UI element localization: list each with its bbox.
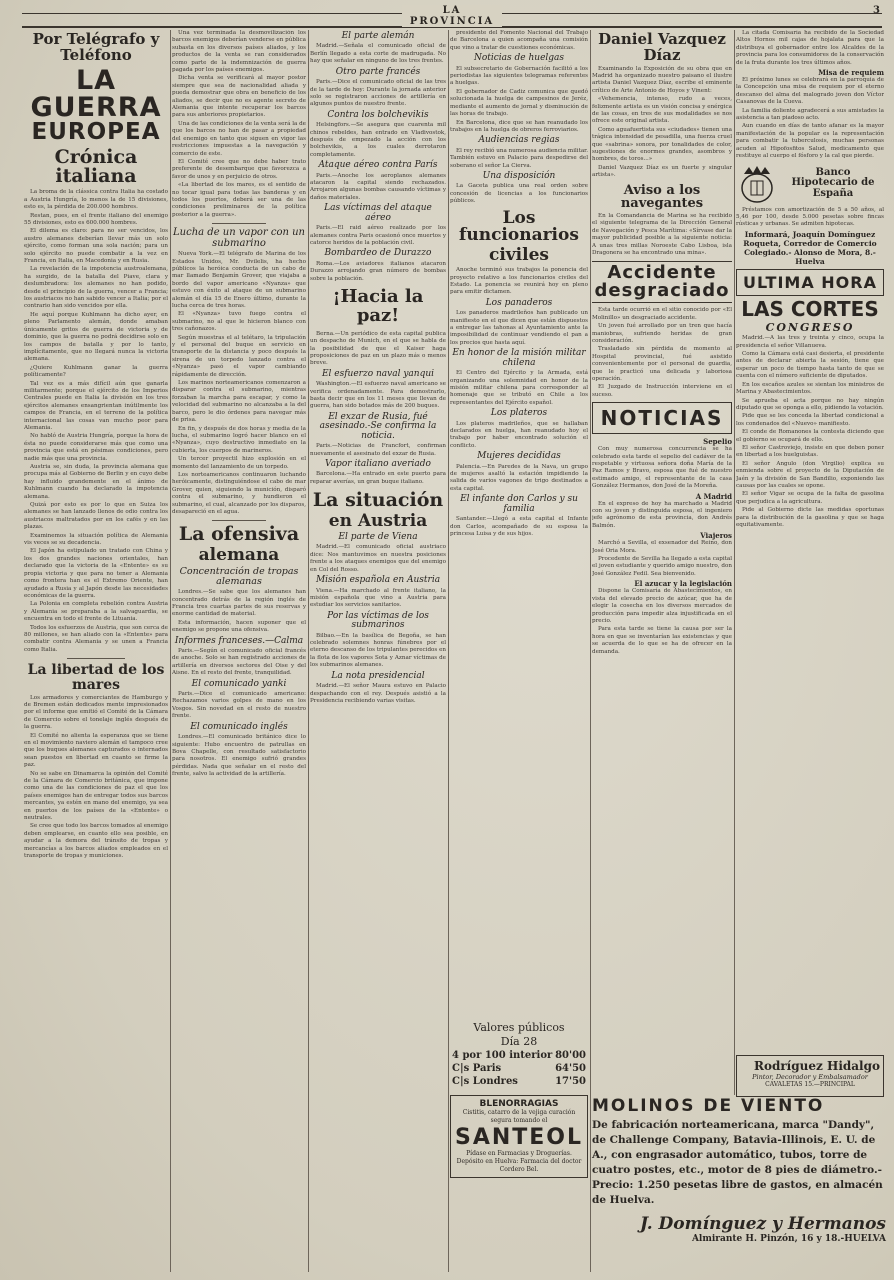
column-rule bbox=[734, 30, 735, 1095]
article-text: Madrid.—A las tres y treinta y cinco, ocupa la presidencia el señor Villanueva. bbox=[736, 335, 884, 349]
subhead: El parte de Viena bbox=[338, 532, 418, 543]
headline-ofensiva-2: alemana bbox=[198, 545, 280, 566]
article-text: Viena.—Ha marchado al frente italiano, la misión española que vino a Austria para estudiar los servicios sanitarios. bbox=[310, 587, 446, 609]
molinos-title: MOLINOS DE VIENTO bbox=[592, 1096, 825, 1116]
rodriguez-address: CAVALETAS 15.—PRINCIPAL bbox=[765, 1081, 855, 1088]
subhead: El azucar y la legislación bbox=[634, 579, 732, 589]
article-text: Roma.—Los aviadores italianos atacaron Durazzo arrojando gran número de bombas sobre la población. bbox=[310, 260, 446, 282]
article-text: Londres.—Se sabe que los alemanes han concentrado detrás de la región inglés de Francia tres cuartas partes de sus reservas y enorme cantidad de material. bbox=[172, 589, 306, 618]
molinos-body: De fabricación norteamericana, marca "Dandy", de Challenge Company, Batavia-Illinois, E. U. de A., con engrasador automático, tubos, torre de cuatro postes, etc., motor de 8 pies de diámetro.-Precio: 1.250 pesetas libre de gastos, en almacén de Huelva. bbox=[592, 1119, 883, 1206]
article-text: En Barcelona, dice que se han reanudado los trabajos en la huelga de obreros ferroviarios. bbox=[450, 119, 588, 133]
article-text: Restan, pues, en el frente italiano del enemigo 55 divisiones, esto es 600.000 hombres. bbox=[24, 212, 168, 226]
article-text: Marchó a Sevilla, el exsenador del Reino, don José Oria Mora. bbox=[592, 540, 732, 554]
article-text: El conde de Romanones la contesta diciendo que el gobierno se ocupará de ello. bbox=[736, 429, 884, 443]
column-3 bbox=[310, 30, 446, 1272]
article-text: Austria se, sin duda, la provincia alemana que procupa más al Gobierno de Berlin y en cuyo debe hay influido grandemente en el ánimo de Kuhlmann cuando ha declarado la impotencia alemana. bbox=[24, 464, 168, 500]
headline-ofensiva: La ofensiva bbox=[178, 523, 300, 546]
valores-value: 17'50 bbox=[555, 1076, 586, 1088]
article-text: Según muestras el al telétaro, la tripulación y el personal del buque en servicio en transporte de la distancia y poco después la sirena de un torpedo lanzado contra el «Nyanza» pasó el vapor cambiando rápidamente de dirección. bbox=[172, 334, 306, 378]
headline-cortes: LAS CORTES bbox=[741, 296, 879, 321]
divider bbox=[212, 520, 266, 521]
rodriguez-sub: Pintor, Decorador y Embalsamador bbox=[752, 1073, 868, 1081]
blenorragias-title: BLENORRAGIAS bbox=[479, 1099, 559, 1110]
article-text: Tal vez es a más difícil aún que ganarla militarmente; porque el ejército de los Imperios Centrales puede en Italia la división en los tres ejércitos alemanes ensangrientan inútilmente los campos de Francia, en el terreno de la política internacional las cosas van mucho peor para Alemania. bbox=[24, 380, 168, 431]
article-text: Berna.—Un periódico de esta capital publica un despacho de Munich, en el que se habla de la posibilidad de que el Kaiser haga proposiciones de paz en un plazo más o menos breve. bbox=[310, 330, 446, 367]
article-text: Madrid.—El comunicado oficial austriaco dice: Nos mantuvimos en nuestra posiciones frente a los ataques enemigos que del enemigo en Col del Rosso. bbox=[310, 544, 446, 573]
banner-line-2: EUROPEA bbox=[31, 118, 161, 145]
article-text: El Juzgado de Instrucción interviene en el suceso. bbox=[592, 384, 732, 398]
article-text: Nueva York.—El telégrafo de Marina de los Estados Unidos, Mr. Dvilelis, ha hecho públicos la heróica conducta de un cabo de mar llamado Benjamín Grover, que viajaba a bordo del vapor americano «Nyanza» que estuvo con éxito al ataque de un submarino alemán el día 15 de Enero último, durante la lucha cerca de tres horas. bbox=[172, 251, 306, 309]
article-text: Se cree que todo los barcos tomados al enemigo deben emplearse, en cuanto ello sea posible, en ayudar a la demora del tránsito de tropas y mercancías a los barcos aliados empleados en el transporte de tropas y municiones. bbox=[24, 823, 168, 860]
article-text: ¿Quiere Kuhlmann ganar la guerra políticamente? bbox=[24, 364, 168, 379]
article-text: La broma de la clássica contra Italia ha costado a Austria Hungría, lo menos la de 15 divisiones, esto es, la pérdida de 200.000 hombres. bbox=[24, 189, 168, 211]
article-text: Procedente de Sevilla ha llegado a esta capital el joven estudiante y querido amigo nuestro, don José González Fedil. Sea bienvenido. bbox=[592, 556, 732, 577]
article-text: Pide que se les conceda la libertad condicional a los condenados del «Nuevo» manifiesto. bbox=[736, 413, 884, 427]
article-text: El señor Castroviejo, insiste en que deben poner en libertad a los huelguistas. bbox=[736, 444, 884, 459]
article-text: Esta información, hacen suponer que el enemigo se propone una ofensiva. bbox=[172, 619, 306, 634]
article-text: Anoche terminó sus trabajos la ponencia del proyecto relativo a los funcionarios civiles del Estado. La ponencia se reunirá hoy en pleno para emitir dictamen. bbox=[450, 267, 588, 296]
masthead bbox=[22, 4, 882, 28]
headline-vazquez: Daniel Vazquez Díaz bbox=[598, 30, 726, 64]
article-text: El gobernador de Cadiz comunica que quedó solucionada la huelga de campesinos de Jeréz, mediante el aumento de jornal y disminución de las horas de trabajo. bbox=[450, 88, 588, 118]
article-text: Con muy numerosa concurrencia se ha celebrado esta tarde el sepelio del cadáver de la respetable y virtuosa señora doña María de la Paz Ramos y Bravo, esposa que fué de nuestro estimado amigo, el representante de la casa González Hermanos, don José de la Moreña. bbox=[592, 446, 732, 490]
article-text: Esta tarde ocurrió en el sitio conocido por «El Molinillo» un desgraciado accidente. bbox=[592, 307, 732, 321]
article-text: Daniel Vazquez Díaz es un fuerte y singular artista». bbox=[592, 164, 732, 179]
article-text: Dicha venta se verificará al mayor postor siempre que sea de nacionalidad aliada y pueda demostrar que obra en beneficio de los aliados, se decir que no es agente secreto de Alemania que intente recuperar los barcos para sus anteriores propietarios. bbox=[172, 75, 306, 119]
valores-label: 4 por 100 interior bbox=[452, 1050, 553, 1062]
article-text: Una de las condiciones de la venta será la de que los barcos no han de pasar a propiedad del enemigo en tanto que siguen en vigor las restricciones impuestas a la navegación y comercio de este. bbox=[172, 120, 306, 157]
headline-aviso: Aviso a los navegantes bbox=[620, 182, 704, 212]
article-text: El «Nyanza» tuvo fuego contra el submarino, no al que le hicieron blanco con tres cañonazos. bbox=[172, 311, 306, 333]
column-4 bbox=[450, 30, 588, 1095]
article-text: En los escaños azules se sientan los ministros de Marina y Abastecimientos. bbox=[736, 381, 884, 396]
article-text: Quizá por esto es por lo que en Suiza los alemanes se han lanzado llenos de odio contra los austriacos maltratados por en los cafés y en las plazas. bbox=[24, 502, 168, 531]
headline-cronica: Crónica italiana bbox=[54, 145, 138, 188]
article-text: El dilema es claro: para no ser vencidos, los austro alemanes deberían llevar más un solo ejército, como forman una sola nación; para un solo ejército no puede combatir a la vez en Francia, en Italia, en Macedonia y en Rusia. bbox=[24, 228, 168, 265]
rodriguez-title: Rodríguez Hidalgo bbox=[753, 1059, 880, 1073]
column-rule bbox=[590, 30, 591, 1272]
molinos-ad bbox=[592, 1096, 886, 1246]
subhead: Concentración de tropas alemanas bbox=[179, 566, 299, 588]
article-text: El señor Angulo (don Virgilio) explica su enmienda sobre el proyecto de la Diputación de Jaén y la división de San Bandilio, exponiendo las causas por las cuales se opone. bbox=[736, 460, 884, 489]
molinos-address: Almirante H. Pinzón, 16 y 18.-HUELVA bbox=[691, 1234, 886, 1244]
headline-lucha: Lucha de un vapor con un submarino bbox=[173, 227, 305, 249]
subhead: El parte alemán bbox=[341, 31, 415, 41]
article-text: El Centro del Ejército y la Armada, está organizando una solemnidad en honor de la misión militar chilena para corresponder al homenaje que se tributó en Chile a los representantes del Ejército español. bbox=[450, 370, 588, 406]
subhead: Mujeres decididas bbox=[477, 451, 561, 462]
article-text: La familia doliente agradecerá a sus amistades la asistencia a tan piadoso acto. bbox=[736, 107, 884, 122]
subhead: En honor de la misión militar chilena bbox=[452, 348, 586, 368]
article-text: Para esta tarde se tiene la causa por ser la hora en que se inventarían las existencias y que se acuerda de lo que se ha de ofrecer en la demanda. bbox=[592, 626, 732, 655]
article-text: Una vez terminada la desmovilización los barcos enemigos deberían venderse en pública subasta en los diversos países aliados, y los productos de la venta se ran considerados como parte de la indemnización de guerra pagada por los países enemigos. bbox=[172, 30, 306, 74]
article-text: Los marinos norteamericanos comenzaron a disparar contra el submarino, mientras forzaban la marcha para escapar, y como la velocidad del submarino no alcanzaba a la del barco, pero le dio órdenes para navegar más de prisa. bbox=[172, 380, 306, 424]
subhead: Los plateros bbox=[490, 408, 548, 419]
banco-title: Banco Hipotecario de España bbox=[791, 166, 875, 199]
article-text: El rey recibió una numerosa audiencia militar. También estuvo en Palacio para despedirse del soberano el señor La Cierva. bbox=[450, 147, 588, 169]
banco-info: Informará, Joaquín Domínguez Roqueta, Corredor de Comercio Colegiado.- Alonso de Mora, 8.- Huelva bbox=[743, 229, 877, 266]
column-2 bbox=[172, 30, 306, 1272]
subhead: El comunicado yanki bbox=[191, 678, 287, 689]
article-text: Los panaderos madrileños han publicado un manifiesto en el que dicen que están dispuestos a entregar las tahonas al Ayuntamiento ante la imposibilidad de continuar vendiendo el pan a los precios que hasta aquí. bbox=[450, 310, 588, 346]
crown-crest-icon bbox=[736, 164, 778, 204]
headline-funcionarios: Los funcionarios bbox=[459, 207, 579, 246]
valores-value: 80'00 bbox=[555, 1050, 586, 1062]
article-text: Un joven fué arrollado por un tren que hacía maniobras, sufriendo heridas de gran consideración. bbox=[592, 323, 732, 344]
article-text: El Japón ha estipulado un tratado con China y los dos grandes naciones orientales, han declarado que la victoria de la «Entente» es su propia victoria y que para no tener a Alemania como frontera han es el Extremo Oriente, han ayudado a Rusia y al Japón desde las necesidades económicas de la guerra. bbox=[24, 548, 168, 599]
subhead: Viajeros bbox=[700, 531, 732, 541]
article-text: Paris.—Dice el comunicado oficial de las tres de la tarde de hoy: Durante la jornada anterior solo se registraron acciones de artillería en algunos puntos de nuestro frente. bbox=[310, 79, 446, 108]
article-text: Examinemos la situación política de Alemania vis veces se su decadencia. bbox=[24, 532, 168, 547]
banner-line-1: LA GUERRA bbox=[30, 64, 162, 123]
column-1 bbox=[24, 30, 168, 1272]
article-text: presidente del Fomento Nacional del Trabajo de Barcelona a quien acompaña una comisión que vino a tratar de cuestiones económicas. bbox=[450, 30, 588, 51]
column-rule bbox=[170, 30, 171, 1272]
blenorragias-text: Cistitis, catarro de la vejiga curación segura tomando el bbox=[462, 1109, 576, 1125]
headline-ultima-hora: ULTIMA HORA bbox=[736, 269, 884, 296]
article-text: Londres.—El comunicado británico dice lo siguiente: Hubo encuentro de patrullas en Bova Chapelle, con resultado satisfactorio para nosotros. El enemigo sufrió grandes pérdidas. Nada que señalar en el resto del frente, salvo la actividad de la artillería. bbox=[172, 734, 306, 778]
subhead: A Madrid bbox=[695, 491, 732, 501]
article-text: Helsingfors.—Se asegura que cuarenta mil chinos rebeldes, han entrado en Vladivostok, después de empezado la acción con los bolchevikis, a los cuales derrotaron completamente. bbox=[310, 122, 446, 158]
column-6 bbox=[736, 30, 884, 1090]
valores-table bbox=[452, 1050, 586, 1087]
article-text: «Vehemencia, intenso, rudo a veces, felizmente artista es un visión concisa y enérgica de las cosas, en tres de sus modalidades se nos ofrece este original artista. bbox=[592, 96, 732, 125]
article-text: Madrid.—El señor Maura estuvo en Palacio despachando con el rey. Después asistió a la Presidencia recibiendo varias visitas. bbox=[310, 683, 446, 704]
subhead: El comunicado inglés bbox=[190, 721, 288, 732]
divider bbox=[67, 658, 125, 659]
article-text: Santander.—Llegó a esta capital el Infante don Carlos, acompañado de su esposa la princesa Luisa y de sus hijos. bbox=[450, 516, 588, 537]
article-text: Paris.—Noticias de Francfort, confirman nuevamente el asesinato del exzar de Rusia. bbox=[310, 443, 446, 457]
headline-situacion: La situación bbox=[312, 489, 444, 512]
article-text: Washington.—El esfuerzo naval americano se verifica ordenadamente. Para demostrarlo, basta decir que en los 11 meses que llevan de guerra, han sido botados más de 200 buques. bbox=[310, 381, 446, 410]
valores-date: Día 28 bbox=[500, 1034, 538, 1048]
headline-paz: ¡Hacia la paz! bbox=[332, 286, 424, 326]
article-text: Se aprueba el acta porque no hay ningún diputado que se oponga a ello, pidiendo la votación. bbox=[736, 397, 884, 411]
headline-situacion-2: en Austria bbox=[328, 511, 428, 532]
article-text: Como la Cámara está casi desierta, el presidente antes de declarar abierta la sesión, tiene que esperar un poco de tiempo hasta tanto de que se cuenta con el número suficiente de diputados. bbox=[736, 351, 884, 380]
headline-accidente: Accidente desgraciado bbox=[592, 261, 732, 303]
valores-row bbox=[452, 1076, 586, 1087]
article-text: En la Comandancia de Marina se ha recibido el siguiente telegrama de la Dirección General de Navegación y Pesca Marítima: «Sírvase dar la mayor publicidad posible a la siguiente noticia: A unas tres millas Noroeste Cabo Lisboa, isla Dragonera se ha encontrado una mina». bbox=[592, 212, 732, 256]
article-text: Paris.—El raid aéreo realizado por los alemanes contra Paris ocasionó once muertos y catorce heridos de la población civil. bbox=[310, 225, 446, 246]
santeol-text: Pídase en Farmacias y Droguerías. Depósito en Huelva: Farmacia del doctor Cordero Bel. bbox=[456, 1150, 582, 1174]
subhead-congreso: CONGRESO bbox=[765, 320, 855, 334]
valores-label: C|s Paris bbox=[452, 1063, 502, 1075]
article-text: Un tercer proyectil hizo explosión en el momento del lanzamiento de un torpedo. bbox=[172, 456, 306, 470]
article-text: Trasladado sin pérdida de momento al Hospital provincial, fué asistido convenientemente por el personal de guardia, que le practicó una delicada y laboriosa operación. bbox=[592, 346, 732, 382]
subhead: Las víctimas del ataque aéreo bbox=[324, 203, 432, 223]
valores-value: 64'50 bbox=[555, 1063, 586, 1075]
divider bbox=[212, 223, 266, 224]
article-text: Como aguafuertista sus «ciudades» tienen una trágica intensidad de pesadilla, una fuerza cruel que «sabrina» sonora, por tonalidades de color, sugestiones de enormes grandes, asombros y hombres, de toros...» bbox=[592, 126, 732, 163]
headline-libertad: La libertad de los mares bbox=[27, 662, 165, 693]
article-text: El próximo lunes se celebrará en la parroquia de la Concepción una misa de requiem por el eterno descanso del alma del malogrado joven don Víctor Casanovas de la Cueva. bbox=[736, 77, 884, 106]
column-5 bbox=[592, 30, 732, 1090]
article-text: Paris.—Anoche los aeroplanos alemanes atacaron la capital siendo rechazados. Arrojaron algunas bombas causando víctimas y daños materiales. bbox=[310, 172, 446, 201]
article-text: Pide al Gobierno dicte las medidas oportunas para la distribución de la gasolina y que se haga equitativamente. bbox=[736, 507, 884, 529]
subhead: Una disposición bbox=[482, 170, 556, 181]
article-text: Paris.—Según el comunicado oficial francés de anoche. Solo se han registrado acciones de artillería en diversos sectores del Oise y del Aisne. En el resto del frente, tranquilidad. bbox=[172, 647, 306, 677]
subhead: Vapor italiano averiado bbox=[325, 459, 431, 469]
article-text: Aun cuando en días de tanto afanar es la mayor manifestación de la popular es la representación para combatir la tuberculosis, muchas personas acuden al Hipofosfitos Salud, medicamento que restituye al cuerpo el fósforo y la cal que pierde. bbox=[736, 123, 884, 160]
article-text: La Gaceta publica una real orden sobre concesión de licencias a los funcionarios públicos. bbox=[450, 183, 588, 205]
valores-row bbox=[452, 1050, 586, 1061]
article-text: Dispone la Comisaría de Abastecimientos, en vista del elevado precio de azúcar, que ha de elegir la cosecha en los diversos mercados de producción para impedir alza injustificada en el precio. bbox=[592, 588, 732, 624]
subhead: Misa de requiem bbox=[818, 68, 884, 78]
valores-block bbox=[450, 1020, 588, 1270]
valores-title: Valores públicos bbox=[473, 1021, 565, 1034]
article-text: He aquí porque Kuhlmann ha dicho ayer, en pleno Parlamento alemán, donde amaban únicamente gritos de guerra de victoria y de dominio, que la guerra no podrá decidirse solo en los campos de batalla y por lo tanto, implícitamente, que no llegará nunca la victoria alemana. bbox=[24, 311, 168, 363]
molinos-footer bbox=[592, 1214, 886, 1244]
article-text: El Comité cree que no debe haber trato preferente de desembarque que favorezca a favor de unos y en perjuicio de otros. bbox=[172, 158, 306, 180]
subhead: Contra los bolchevikis bbox=[327, 109, 429, 120]
article-text: Examinando la Exposición de su obra que en Madrid ha organizado nuestro paisano el ilustre artista Daniel Vazquez Díaz, escribe el eminente crítico de Arte Antonio de Hoyos y Vinent: bbox=[592, 65, 732, 94]
article-text: Palencia.—En Paredes de la Nava, un grupo de mujeres asaltó la estación impidiendo la salida de varios vagones de trigo destinados a esta capital. bbox=[450, 463, 588, 492]
article-text: El señor Vigar se ocupa de la falta de gasolina que perjudica a la agricultura. bbox=[736, 491, 884, 505]
article-text: Paris.—Dice el comunicado americano: Rechazamos varios golpes de mano en los Vosgos. Sin novedad en el resto de nuestro frente. bbox=[172, 691, 306, 720]
article-text: Préstamos con amortización de 5 a 50 años, al 5,46 por 100, desde 5.000 pesetas sobre fincas rústicas y urbanas. Se admiten hipotecas. bbox=[736, 206, 884, 228]
subhead: Los panaderos bbox=[485, 297, 553, 308]
article-text: Los norteamericanos continuaron luchando heróicamente, distinguiéndose el cabo de mar Grover, quien, siguiendo la munición, disparó contra el submarino, y hundieron el submarino, el cual, alcanzado por los disparos, desapareció en el agua. bbox=[172, 471, 306, 515]
headline-noticias: NOTICIAS bbox=[592, 402, 732, 434]
banco-header bbox=[736, 164, 884, 204]
rodriguez-ad bbox=[736, 1055, 884, 1097]
subhead: La nota presidencial bbox=[331, 670, 425, 681]
article-text: Madrid.—Señala el comunicado oficial de Berlín llegado a esta corte de madrugada. No hay que señalar en ninguno de los tres frentes. bbox=[310, 43, 446, 65]
article-text: El Comité no alienta la esperanza que se tiene en el movimiento naviero alemán el tampoco cree que los buques alemanes capturados o internados sean puestos en libertad en cuanto se firme la paz. bbox=[24, 732, 168, 769]
article-text: No habló de Austria Hungría, porque la hora de ésta no puede considerarse más que como una provincia que está en pésimas condiciones, pero nadie más que una provincia. bbox=[24, 433, 168, 462]
article-text: No se sabe en Dinamarca la opinión del Comité de la Cámara de Comercio británica, que impone como una de las condiciones de paz el que los países enemigos han de entregar todos sus barcos mercantes, ya estén en mano del enemigo, ya sea en puertos de los países de la «Entente» o neutrales. bbox=[24, 770, 168, 822]
subhead: Misión española en Austria bbox=[315, 575, 441, 586]
valores-row bbox=[452, 1063, 586, 1074]
molinos-seller: J. Domínguez y Hermanos bbox=[640, 1214, 886, 1234]
subhead: Bombardeo de Durazzo bbox=[324, 248, 432, 259]
subhead: El esfuerzo naval yanqui bbox=[321, 368, 435, 379]
article-text: La citada Comisaría ha recibido de la Sociedad Altos Hornos mil cajas de hojalata para que la distribuya el gobernador entre los Alcaldes de la provincia para los consumidores de la conservación de la fruta durante los tres últimos años. bbox=[736, 30, 884, 66]
article-text: El subsecretario de Gobernación facilitó a los periodistas las siguientes telegramas referentes a huelgas. bbox=[450, 65, 588, 87]
article-text: La Polonia en completa rebelión contra Austria y Alemania se preparaba a la salvaguardia, se encuentra en todo el frente de Lituania. bbox=[24, 601, 168, 623]
article-text: En fin, y después de dos horas y media de la lucha, el submarino logró hacer blanco en el «Nyanza», cuyo destructivo inmediato en la cubierta, los cuerpos de marineros. bbox=[172, 425, 306, 454]
subhead: Sepelio bbox=[703, 437, 732, 447]
article-text: Bilbao.—En la basílica de Begoña, se han celebrado solemnes honras fúnebres por el eterno descanso de los tripulantes perecidos en la flota de los vapores Sota y Aznar víctimas de los submarinos alemanes. bbox=[310, 632, 446, 669]
article-text: «La libertad de los mares, es el sentido de no tocar igual para todas las banderas y en todos los puertos, deberá ser una de las condiciones preliminares de la política posterior a la guerra». bbox=[172, 182, 306, 218]
subhead: Informes franceses.—Calma bbox=[174, 635, 304, 646]
subhead: Ataque aéreo contra París bbox=[318, 160, 438, 171]
subhead: Por las víctimas de los submarinos bbox=[327, 610, 429, 631]
subhead: El infante don Carlos y su familia bbox=[460, 494, 578, 514]
valores-label: C|s Londres bbox=[452, 1076, 518, 1088]
column-rule bbox=[448, 30, 449, 1272]
subhead: Otro parte francés bbox=[335, 66, 421, 77]
subhead: El exzar de Rusia, fué asesinado.-Se confirma la noticia. bbox=[319, 411, 437, 441]
article-text: En el expreso de hoy ha marchado a Madrid con su joven y distinguida esposa, el ingeniero jefe agrónomo de esta provincia, don Andrés Balmón. bbox=[592, 500, 732, 529]
headline-funcionarios-2: civiles bbox=[489, 245, 549, 266]
article-text: Barcelona.—Ha entrado en este puerto para reparar averías, un gran buque italiano. bbox=[310, 471, 446, 485]
subhead: Audiencias regias bbox=[478, 135, 560, 146]
section-heading: Por Telégrafo y Teléfono bbox=[32, 30, 160, 64]
article-text: Todos los esfuerzos de Austria, que son cerca de 80 millones, se han aliado con la «Entente» para combatir contra Alemania y se unen a Francia como Italia. bbox=[24, 624, 168, 653]
column-rule bbox=[308, 30, 309, 1272]
page-number: 3 bbox=[873, 5, 880, 16]
santeol-brand: SANTEOL bbox=[454, 1125, 584, 1151]
subhead: Noticias de huelgas bbox=[473, 53, 565, 64]
article-text: Los armadores y comerciantes de Hamburgo y de Bremen están dedicados mente impresionados por el informe que emitió el Comité de la Cámara de Comercio sobre el tonelaje inglés después de la guerra. bbox=[24, 694, 168, 731]
santeol-ad bbox=[450, 1095, 588, 1178]
masthead-title: LA PROVINCIA bbox=[402, 5, 502, 27]
article-text: Los plateros madrileños, que se hallaban declarados en huelga, han reanudado hoy el trabajo por haber encontrado solución el conflicto. bbox=[450, 420, 588, 449]
article-text: La revelación de la impotencia austroalemana, ha surgido, de la batalla del Piave, clara y deslumbradora: los alemanes no han podido, desde el principio de la guerra, vencer a Francia; los austriacos no han sabido vencer a Italia; por el contrario han sido vencidos por ella. bbox=[24, 266, 168, 310]
